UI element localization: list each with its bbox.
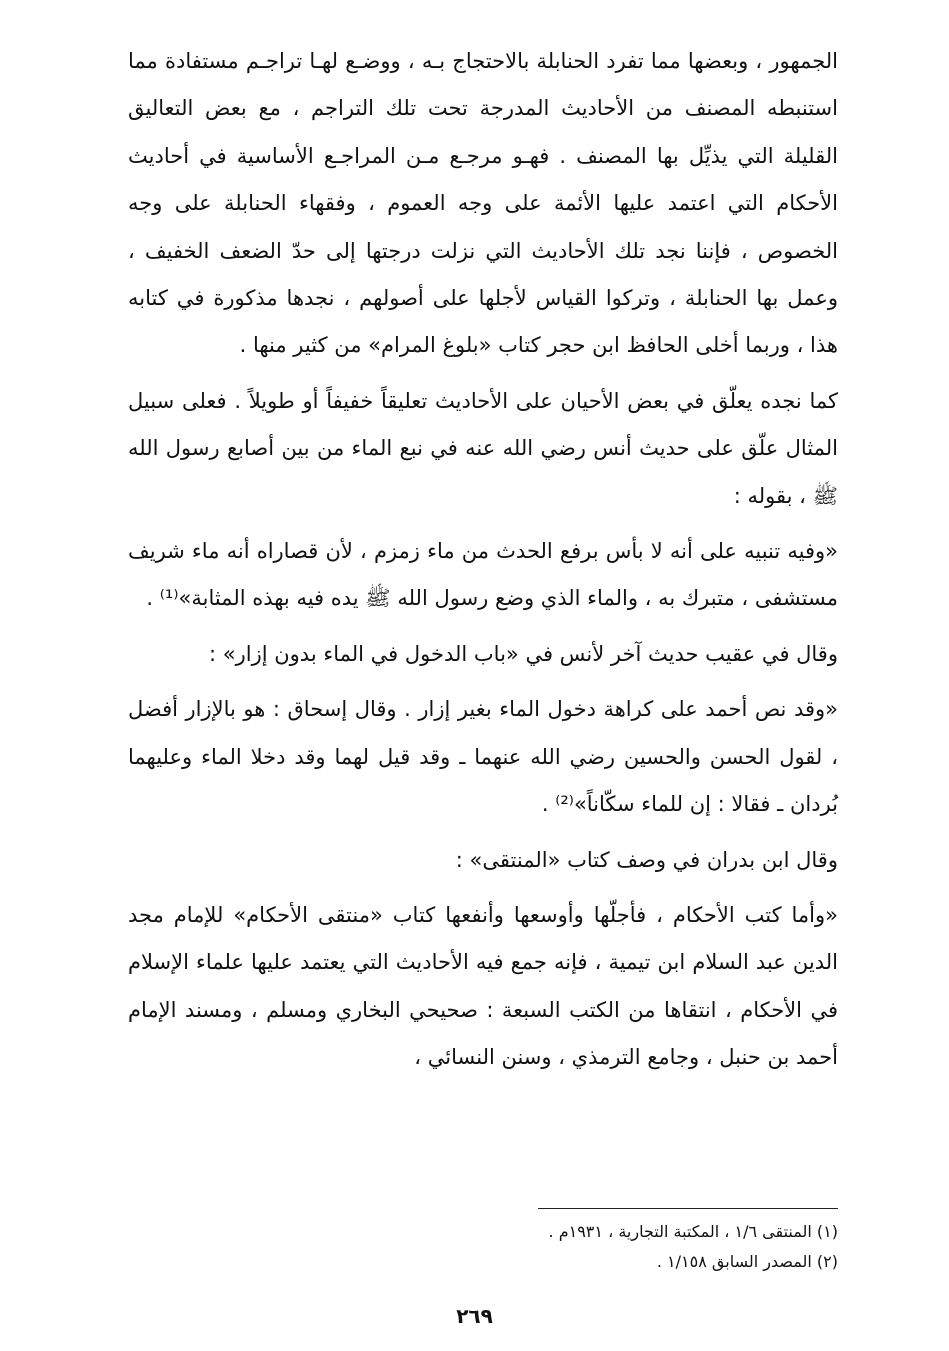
- paragraph-1: الجمهور ، وبعضها مما تفرد الحنابلة بالاحتجاج بـه ، ووضـع لهـا تراجـم مستفادة مما استنبطه المصنف من الأحاديث المدرجة تحت تلك التراجم ، مع بعض التعاليق القليلة التي يذيِّل بها المصنف . فهـو مرجـع مـن المراجـع الأساسية في أحاديث الأحكام التي اعتمد عليها الأئمة على وجه العموم ، وفقهاء الحنابلة على وجه الخصوص ، فإننا نجد تلك الأحاديث التي نزلت درجتها إلى حدّ الضعف الخفيف ، وعمل بها الحنابلة ، وتركوا القياس لأجلها على أصولهم ، نجدها مذكورة في كتابه هذا ، وربما أخلى الحافظ ابن حجر كتاب «بلوغ المرام» من كثير منها .: [128, 49, 838, 358]
- footnotes: [128, 1208, 838, 1277]
- quote-2: «وقد نص أحمد على كراهة دخول الماء بغير إزار . وقال إسحاق : هو بالإزار أفضل ، لقول الحسن والحسين رضي الله عنهما ـ وقد قيل لهما وقد دخلا الماء وعليهما بُردان ـ فقالا : إن للماء سكّاناً»⁽²⁾ .: [128, 697, 838, 817]
- paragraph-4: وقال ابن بدران في وصف كتاب «المنتقى» :: [455, 847, 838, 872]
- page-body: [128, 38, 838, 1082]
- paragraph-3: وقال في عقيب حديث آخر لأنس في «باب الدخول في الماء بدون إزار» :: [209, 641, 838, 666]
- quote-1: «وفيه تنبيه على أنه لا بأس برفع الحدث من ماء زمزم ، لأن قصاراه أنه ماء شريف مستشفى ، متبرك به ، والماء الذي وضع رسول الله ﷺ يده فيه بهذه المثابة»⁽¹⁾ .: [128, 539, 838, 611]
- footnote-2: (٢) المصدر السابق ١/١٥٨ .: [656, 1252, 838, 1271]
- page-number: ٢٦٩: [456, 1304, 493, 1328]
- paragraph-2: كما نجده يعلّق في بعض الأحيان على الأحاديث تعليقاً خفيفاً أو طويلاً . فعلى سبيل المثال علّق على حديث أنس رضي الله عنه في نبع الماء من بين أصابع رسول الله ﷺ ، بقوله :: [128, 388, 838, 508]
- quote-3: «وأما كتب الأحكام ، فأجلّها وأوسعها وأنفعها كتاب «منتقى الأحكام» للإمام مجد الدين عبد السلام ابن تيمية ، فإنه جمع فيه الأحاديث التي يعتمد عليها علماء الإسلام في الأحكام ، انتقاها من الكتب السبعة : صحيحي البخاري ومسلم ، ومسند الإمام أحمد بن حنبل ، وجامع الترمذي ، وسنن النسائي ،: [128, 902, 838, 1070]
- footnote-divider: [538, 1208, 838, 1209]
- footnote-1: (١) المنتقى ١/٦ ، المكتبة التجارية ، ١٩٣١م .: [548, 1222, 838, 1241]
